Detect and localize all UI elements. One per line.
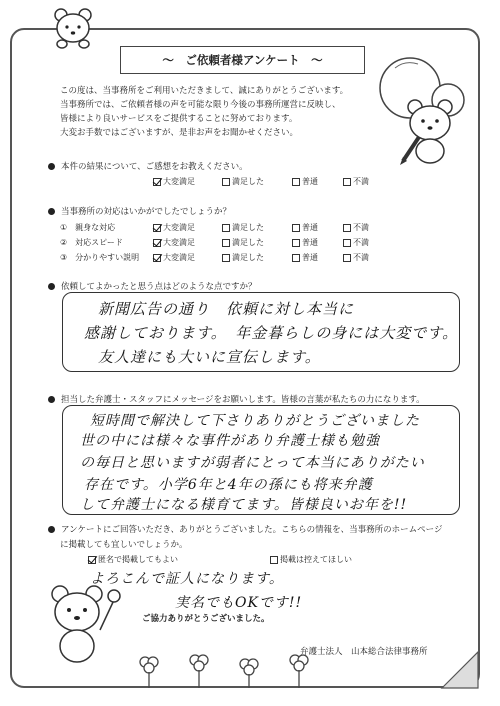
question-4 xyxy=(48,393,425,405)
checked-box-icon[interactable] xyxy=(153,178,161,186)
consent-line-2: に掲載しても宜しいでしょうか。 xyxy=(60,540,188,550)
handwritten-answer-line: 存在です。小学6年と4年の孫にも将来弁護 xyxy=(84,477,373,493)
intro-line: この度は、当事務所をご利用いただきまして、誠にありがとうございます。 xyxy=(60,86,349,96)
question-2 xyxy=(48,205,231,217)
checkbox-icon[interactable] xyxy=(292,178,300,186)
q2-row3-satisfied[interactable]: 満足した xyxy=(222,252,264,263)
thanks-message: ご協力ありがとうございました。 xyxy=(142,614,270,624)
intro-line: 当事務所では、ご依頼者様の声を可能な限り今後の事務所運営に反映し、 xyxy=(60,100,341,110)
handwritten-consent-note: 実名でもOKです!! xyxy=(175,595,303,611)
checkbox-icon[interactable] xyxy=(343,254,351,262)
bear-with-pencil-icon xyxy=(395,95,465,167)
bear-mascot-top-left xyxy=(48,6,98,50)
checked-box-icon[interactable] xyxy=(153,239,161,247)
checkbox-icon[interactable] xyxy=(222,224,230,232)
checked-box-icon[interactable] xyxy=(153,224,161,232)
q1-option-satisfied[interactable]: 満足した xyxy=(222,176,264,187)
intro-text xyxy=(60,84,360,140)
q2-row-label: ② 対応スピード xyxy=(60,238,123,247)
q1-option-unsatisfied[interactable]: 不満 xyxy=(343,176,369,187)
handwritten-answer-line: の毎日と思いますが弱者にとって本当にありがたい xyxy=(80,455,425,471)
bear-mascot-bottom-left xyxy=(42,580,122,670)
q2-row-label: ③ 分かりやすい説明 xyxy=(60,253,140,262)
bullet-icon xyxy=(48,396,55,403)
checkbox-icon[interactable] xyxy=(222,254,230,262)
intro-line: 皆様により良いサービスをご提供することに努めております。 xyxy=(60,114,298,124)
page-curl-decoration xyxy=(440,650,480,690)
q1-option-normal[interactable]: 普通 xyxy=(292,176,318,187)
handwritten-answer-line: 世の中には様々な事件があり弁護士様も勉強 xyxy=(80,433,380,449)
q1-option-very-satisfied[interactable]: 大変満足 xyxy=(153,176,195,187)
q2-row2-normal[interactable]: 普通 xyxy=(292,237,318,248)
page-title: ～ ご依頼者様アンケート ～ xyxy=(120,46,365,74)
q2-row3-normal[interactable]: 普通 xyxy=(292,252,318,263)
q2-row-label: ① 親身な対応 xyxy=(60,223,116,232)
handwritten-answer-line: 友人達にも大いに宣伝します。 xyxy=(98,348,321,366)
intro-line: 大変お手数ではございますが、是非お声をお聞かせください。 xyxy=(60,128,299,138)
question-3-text: 依頼してよかったと思う点はどのような点ですか？ xyxy=(61,282,257,292)
q2-row2-unsatisfied[interactable]: 不満 xyxy=(343,237,369,248)
checkbox-icon[interactable] xyxy=(292,254,300,262)
question-3 xyxy=(48,280,257,292)
question-1 xyxy=(48,160,248,172)
q2-row2-satisfied[interactable]: 満足した xyxy=(222,237,264,248)
handwritten-answer-line: 新聞広告の通り 依頼に対し本当に xyxy=(98,300,355,318)
q2-row3-very-satisfied[interactable]: 大変満足 xyxy=(153,252,195,263)
checked-box-icon[interactable] xyxy=(153,254,161,262)
checkbox-icon[interactable] xyxy=(343,239,351,247)
consent-question xyxy=(48,523,443,535)
consent-option-anonymous[interactable]: 匿名で掲載してもよい xyxy=(88,554,178,565)
q2-row2-very-satisfied[interactable]: 大変満足 xyxy=(153,237,195,248)
handwritten-answer-line: して弁護士になる様育てます。皆様良いお年を!! xyxy=(80,497,408,513)
checkbox-icon[interactable] xyxy=(343,178,351,186)
firm-name: 弁護士法人 山本総合法律事務所 xyxy=(300,647,428,657)
q2-row3-unsatisfied[interactable]: 不満 xyxy=(343,252,369,263)
checkbox-icon[interactable] xyxy=(292,224,300,232)
question-1-text: 本件の結果について、ご感想をお教えください。 xyxy=(61,162,248,172)
checked-box-icon[interactable] xyxy=(88,556,96,564)
handwritten-answer-line: 感謝しております。 年金暮らしの身には大変です。 xyxy=(84,324,459,342)
clover-decoration xyxy=(125,650,325,690)
q2-row1-unsatisfied[interactable]: 不満 xyxy=(343,222,369,233)
q2-row1-satisfied[interactable]: 満足した xyxy=(222,222,264,233)
q2-row1-very-satisfied[interactable]: 大変満足 xyxy=(153,222,195,233)
bullet-icon xyxy=(48,163,55,170)
checkbox-icon[interactable] xyxy=(343,224,351,232)
checkbox-icon[interactable] xyxy=(222,239,230,247)
checkbox-icon[interactable] xyxy=(292,239,300,247)
consent-line-1: アンケートにご回答いただき、ありがとうございました。こちらの情報を、当事務所のホームページ xyxy=(61,525,443,535)
handwritten-consent-note: よろこんで証人になります。 xyxy=(90,571,284,587)
q2-row1-normal[interactable]: 普通 xyxy=(292,222,318,233)
bullet-icon xyxy=(48,283,55,290)
bullet-icon xyxy=(48,208,55,215)
bullet-icon xyxy=(48,526,55,533)
checkbox-icon[interactable] xyxy=(222,178,230,186)
consent-option-decline[interactable]: 掲載は控えてほしい xyxy=(270,554,352,565)
checkbox-icon[interactable] xyxy=(270,556,278,564)
question-4-text: 担当した弁護士・スタッフにメッセージをお願いします。皆様の言葉が私たちの力になります。 xyxy=(61,395,425,405)
question-2-text: 当事務所の対応はいかがでしたでしょうか？ xyxy=(61,207,232,217)
handwritten-answer-line: 短時間で解決して下さりありがとうございました xyxy=(90,413,420,429)
